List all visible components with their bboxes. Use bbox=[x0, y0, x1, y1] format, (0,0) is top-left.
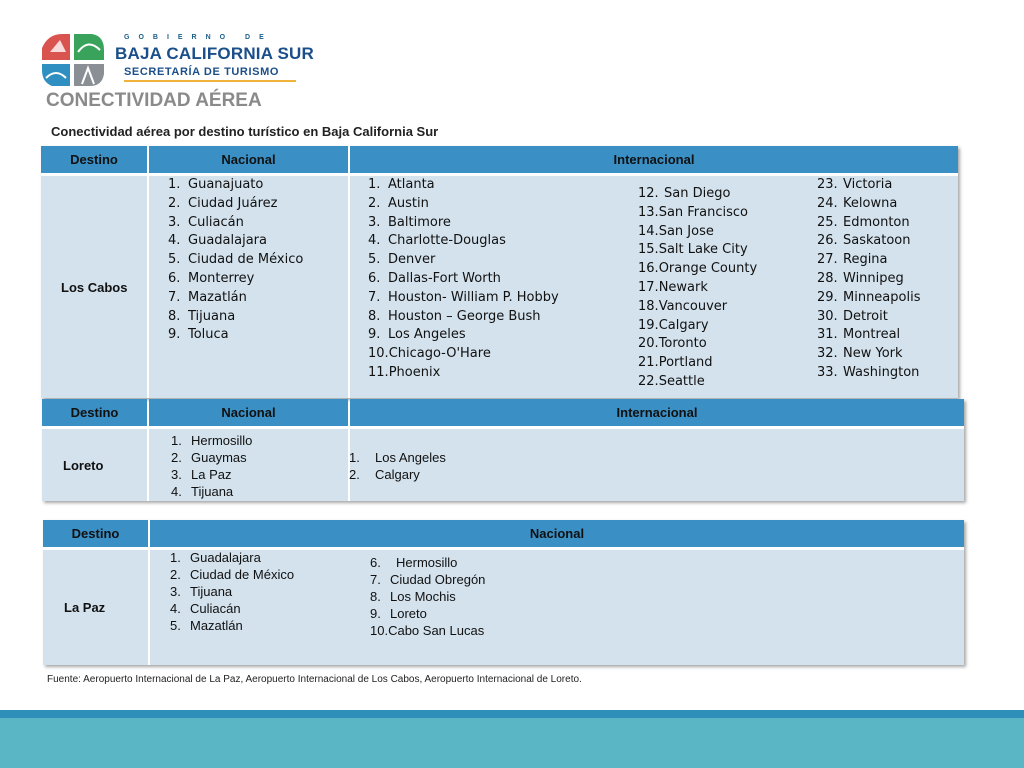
los-cabos-internacional-list-3 bbox=[817, 176, 920, 383]
list-item: 2. Calgary bbox=[349, 467, 420, 482]
los-cabos-nacional-list bbox=[168, 176, 303, 345]
list-item: 7. Ciudad Obregón bbox=[370, 572, 486, 587]
page-subtitle: Conectividad aérea por destino turístico en Baja California Sur bbox=[51, 124, 439, 139]
header-nacional: Nacional bbox=[149, 399, 348, 426]
list-item: 19.Calgary bbox=[638, 317, 709, 333]
list-item: 4. Culiacán bbox=[170, 601, 241, 616]
list-item: 25. Edmonton bbox=[817, 214, 910, 230]
la-paz-nacional-list-2 bbox=[370, 554, 485, 639]
list-item: 23. Victoria bbox=[817, 177, 893, 192]
list-item: 18.Vancouver bbox=[638, 298, 728, 314]
list-item: 3. Baltimore bbox=[368, 214, 451, 230]
list-item: 2. Guaymas bbox=[171, 450, 247, 465]
page-title: CONECTIVIDAD AÉREA bbox=[46, 90, 262, 111]
list-item: 26. Saskatoon bbox=[817, 233, 911, 249]
la-paz-nacional-list-1 bbox=[170, 549, 294, 634]
list-item: 3. Culiacán bbox=[168, 214, 244, 230]
destino-loreto: Loreto bbox=[63, 458, 104, 473]
list-item: 6. Dallas-Fort Worth bbox=[368, 270, 501, 286]
list-item: 17.Newark bbox=[638, 279, 708, 295]
list-item: 15.Salt Lake City bbox=[638, 242, 748, 258]
logo-gobierno-text: GOBIERNO DE bbox=[124, 34, 273, 41]
logo-state-name: BAJA CALIFORNIA SUR bbox=[115, 44, 314, 63]
list-item: 29. Minneapolis bbox=[817, 289, 921, 305]
list-item: 9. Toluca bbox=[168, 327, 229, 343]
header-destino: Destino bbox=[41, 146, 147, 173]
logo bbox=[38, 30, 314, 90]
list-item: 27. Regina bbox=[817, 252, 888, 268]
list-item: 11.Phoenix bbox=[368, 364, 441, 380]
list-item: 13.San Francisco bbox=[638, 204, 748, 220]
list-item: 4. Tijuana bbox=[171, 484, 234, 499]
loreto-internacional-list bbox=[349, 449, 446, 483]
list-item: 5. Ciudad de México bbox=[168, 252, 304, 268]
header-destino: Destino bbox=[43, 520, 148, 547]
list-item: 5. Mazatlán bbox=[170, 618, 243, 633]
list-item: 3. Tijuana bbox=[170, 584, 233, 599]
la-paz-table bbox=[43, 520, 964, 665]
logo-secretaria: SECRETARÍA DE TURISMO bbox=[124, 66, 279, 78]
loreto-table bbox=[42, 399, 964, 501]
source-footnote: Fuente: Aeropuerto Internacional de La Paz, Aeropuerto Internacional de Los Cabos, Aeropuerto Internacional de Loreto. bbox=[47, 674, 582, 685]
list-item: 24. Kelowna bbox=[817, 195, 898, 211]
list-item: 31. Montreal bbox=[817, 327, 901, 343]
list-item: 10.Chicago-O'Hare bbox=[368, 346, 491, 362]
header-internacional: Internacional bbox=[350, 146, 958, 173]
list-item: 32. New York bbox=[817, 346, 903, 362]
list-item: 4. Charlotte-Douglas bbox=[368, 233, 506, 249]
list-item: 1. Hermosillo bbox=[171, 433, 253, 448]
list-item: 1. Atlanta bbox=[368, 177, 435, 192]
list-item: 8. Los Mochis bbox=[370, 589, 456, 604]
list-item: 2. Austin bbox=[368, 195, 429, 211]
loreto-nacional-list bbox=[171, 432, 252, 500]
list-item: 1. Los Angeles bbox=[349, 450, 446, 465]
list-item: 5. Denver bbox=[368, 252, 436, 268]
destino-los-cabos: Los Cabos bbox=[61, 280, 128, 295]
header-destino: Destino bbox=[42, 399, 147, 426]
los-cabos-internacional-list-1 bbox=[368, 176, 559, 383]
destino-la-paz: La Paz bbox=[64, 600, 106, 615]
list-item: 6. Monterrey bbox=[168, 270, 255, 286]
list-item: 7. Houston- William P. Hobby bbox=[368, 289, 559, 305]
list-item: 20.Toronto bbox=[638, 336, 707, 352]
list-item: 10.Cabo San Lucas bbox=[370, 623, 485, 638]
logo-divider bbox=[124, 80, 296, 82]
list-item: 7. Mazatlán bbox=[168, 289, 247, 305]
list-item: 9. Loreto bbox=[370, 606, 427, 621]
header-nacional: Nacional bbox=[149, 146, 348, 173]
list-item: 2. Ciudad Juárez bbox=[168, 195, 278, 211]
list-item: 8. Tijuana bbox=[168, 308, 236, 324]
list-item: 14.San Jose bbox=[638, 223, 714, 239]
los-cabos-table bbox=[41, 146, 958, 398]
list-item: 4. Guadalajara bbox=[168, 233, 267, 249]
header-nacional: Nacional bbox=[150, 520, 964, 547]
list-item: 33. Washington bbox=[817, 364, 920, 380]
list-item: 8. Houston – George Bush bbox=[368, 308, 541, 324]
list-item: 16.Orange County bbox=[638, 261, 758, 277]
list-item: 22.Seattle bbox=[638, 373, 705, 389]
list-item: 6. Hermosillo bbox=[370, 555, 458, 570]
footer-band-light bbox=[0, 718, 1024, 768]
list-item: 30. Detroit bbox=[817, 308, 888, 324]
list-item: 3. La Paz bbox=[171, 467, 232, 482]
list-item: 1. Guadalajara bbox=[170, 550, 261, 565]
list-item: 1. Guanajuato bbox=[168, 177, 264, 192]
list-item: 9. Los Angeles bbox=[368, 327, 466, 343]
los-cabos-internacional-list-2 bbox=[638, 185, 757, 392]
header-internacional: Internacional bbox=[350, 399, 964, 426]
list-item: 28. Winnipeg bbox=[817, 270, 904, 286]
list-item: 21.Portland bbox=[638, 355, 713, 371]
footer-band-dark bbox=[0, 710, 1024, 718]
list-item: 2. Ciudad de México bbox=[170, 567, 295, 582]
list-item: 12. San Diego bbox=[638, 186, 731, 201]
baja-california-sur-emblem-icon bbox=[38, 30, 106, 88]
